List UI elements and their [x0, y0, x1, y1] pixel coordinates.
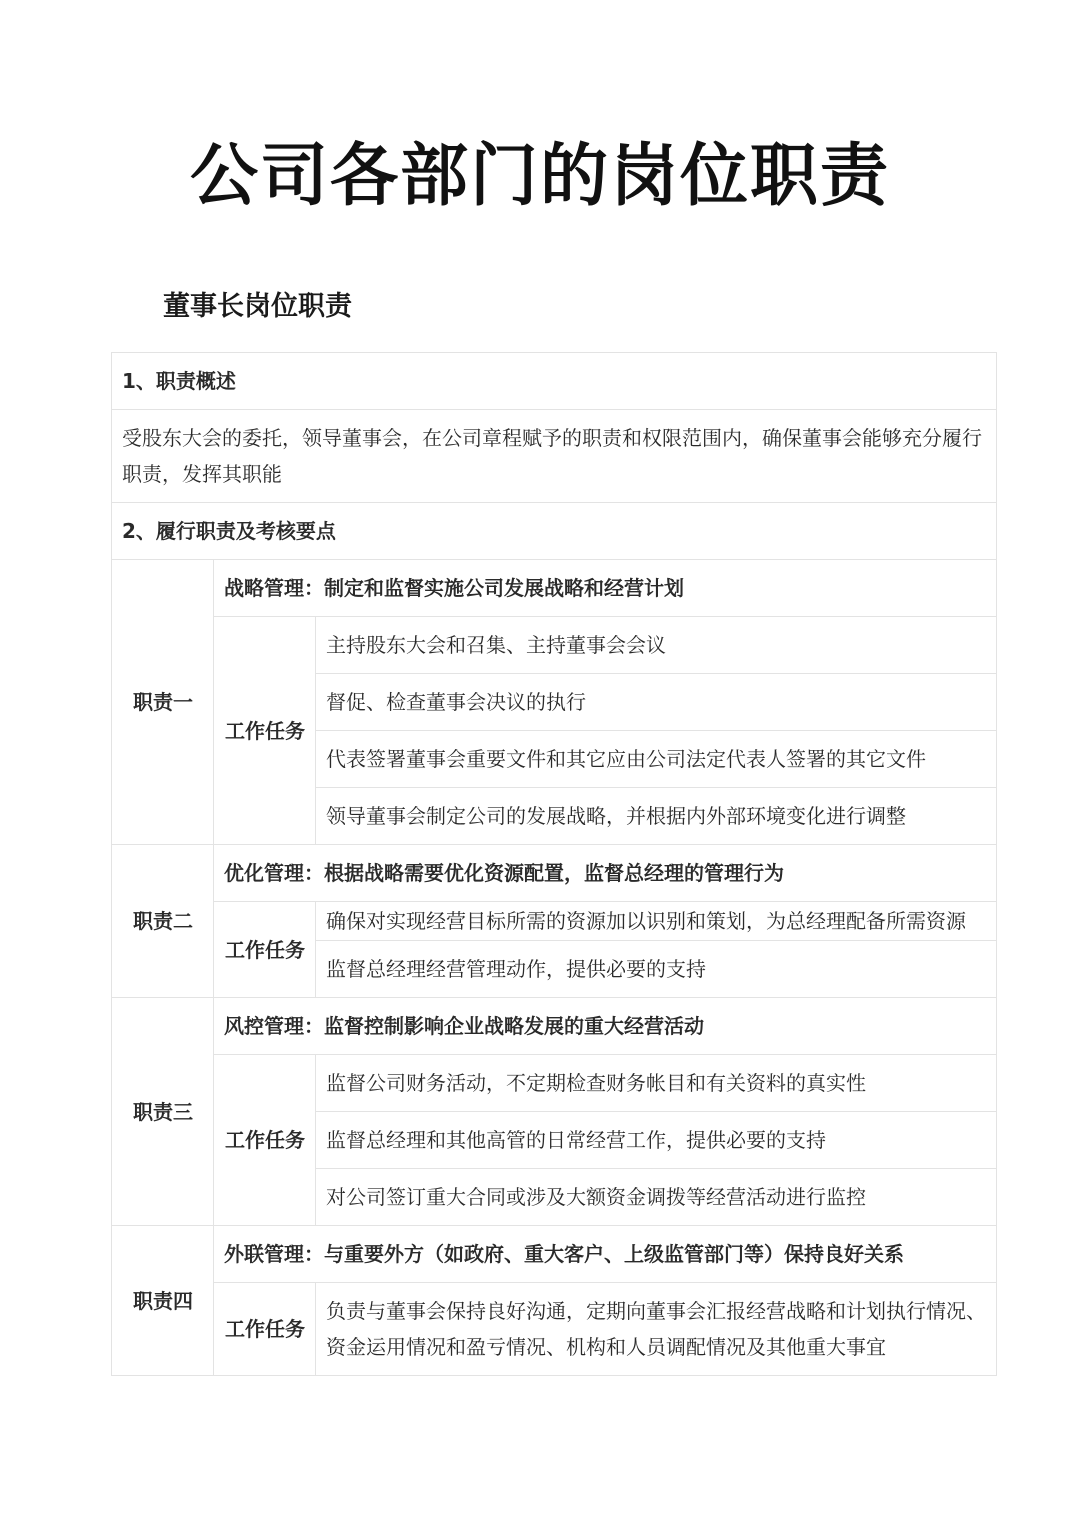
duty-3-task-label: 工作任务 [214, 1055, 316, 1226]
duty-2-task-label: 工作任务 [214, 902, 316, 998]
duty-3-task-2: 监督总经理和其他高管的日常经营工作，提供必要的支持 [316, 1112, 997, 1169]
duty-table [111, 352, 997, 1376]
duty-3-task-row [112, 1055, 997, 1112]
duty-4-header: 外联管理：与重要外方（如政府、重大客户、上级监管部门等）保持良好关系 [214, 1226, 997, 1283]
duty-1-task-3: 代表签署董事会重要文件和其它应由公司法定代表人签署的其它文件 [316, 731, 997, 788]
duty-2-header: 优化管理：根据战略需要优化资源配置，监督总经理的管理行为 [214, 845, 997, 902]
duty-3-label: 职责三 [112, 998, 214, 1226]
duty-4-header-row [112, 1226, 997, 1283]
duty-1-task-label: 工作任务 [214, 617, 316, 845]
overview-text: 受股东大会的委托，领导董事会，在公司章程赋予的职责和权限范围内，确保董事会能够充分履行职责，发挥其职能 [112, 410, 997, 503]
duty-3-header: 风控管理：监督控制影响企业战略发展的重大经营活动 [214, 998, 997, 1055]
overview-heading: 1、职责概述 [112, 353, 997, 410]
duty-4-label: 职责四 [112, 1226, 214, 1376]
overview-heading-row [112, 353, 997, 410]
key-points-heading: 2、履行职责及考核要点 [112, 503, 997, 560]
key-points-heading-row [112, 503, 997, 560]
duty-1-task-1: 主持股东大会和召集、主持董事会会议 [316, 617, 997, 674]
page-title: 公司各部门的岗位职责 [189, 137, 890, 216]
duty-4-task-label: 工作任务 [214, 1283, 316, 1376]
section-title: 董事长岗位职责 [163, 291, 352, 322]
duty-2-task-row [112, 902, 997, 941]
duty-3-task-3: 对公司签订重大合同或涉及大额资金调拨等经营活动进行监控 [316, 1169, 997, 1226]
duty-2-header-row [112, 845, 997, 902]
duty-2-task-1: 确保对实现经营目标所需的资源加以识别和策划，为总经理配备所需资源 [316, 902, 997, 941]
duty-2-label: 职责二 [112, 845, 214, 998]
duty-1-task-2: 督促、检查董事会决议的执行 [316, 674, 997, 731]
duty-1-label: 职责一 [112, 560, 214, 845]
duty-3-task-1: 监督公司财务活动，不定期检查财务帐目和有关资料的真实性 [316, 1055, 997, 1112]
duty-4-task-row [112, 1283, 997, 1376]
duty-1-task-row [112, 617, 997, 674]
duty-1-header-row [112, 560, 997, 617]
duty-3-header-row [112, 998, 997, 1055]
overview-text-row [112, 410, 997, 503]
duty-2-task-2: 监督总经理经营管理动作，提供必要的支持 [316, 941, 997, 998]
duty-1-header: 战略管理：制定和监督实施公司发展战略和经营计划 [214, 560, 997, 617]
duty-4-task-1: 负责与董事会保持良好沟通，定期向董事会汇报经营战略和计划执行情况、资金运用情况和盈亏情况、机构和人员调配情况及其他重大事宜 [316, 1283, 997, 1376]
duty-1-task-4: 领导董事会制定公司的发展战略，并根据内外部环境变化进行调整 [316, 788, 997, 845]
